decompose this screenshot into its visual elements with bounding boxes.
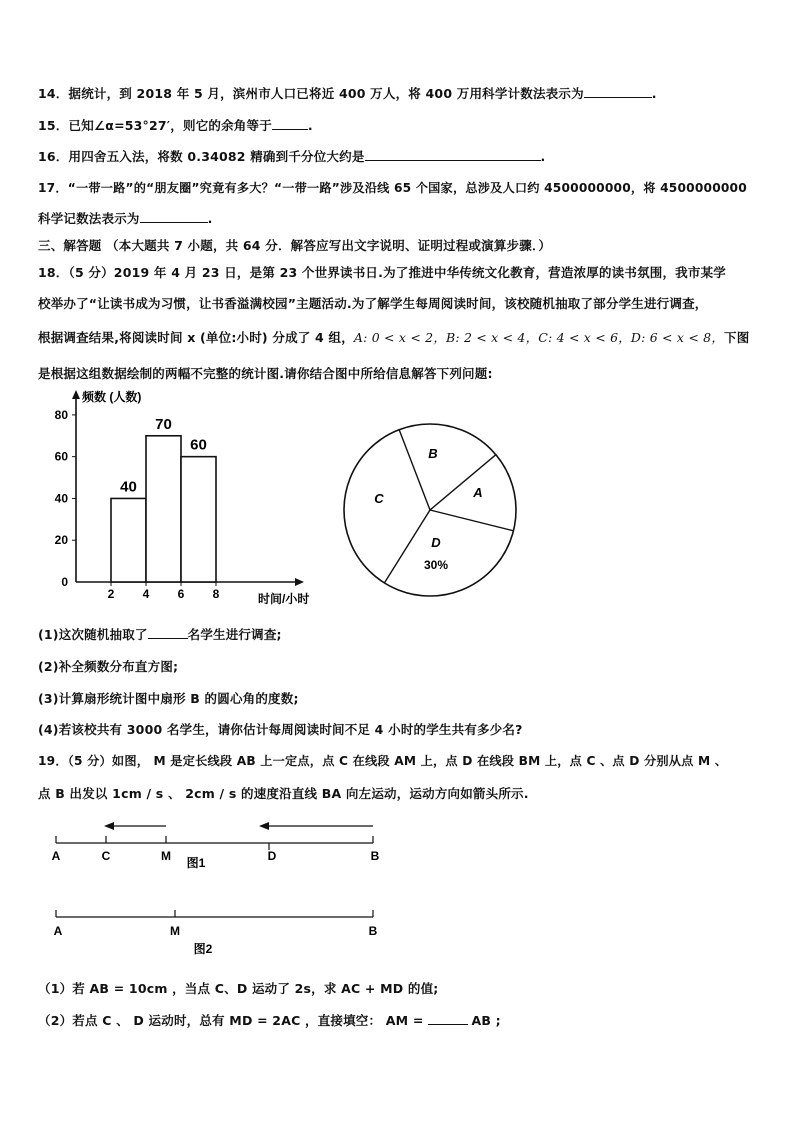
x-tick-label: 8	[212, 587, 220, 601]
fig1-label-c: C	[101, 849, 111, 863]
frequency-histogram	[40, 382, 340, 612]
q16-text: 16．用四舍五入法，将数 0.34082 精确到千分位大约是	[38, 149, 365, 164]
question-15	[38, 116, 313, 134]
fig1-label-b: B	[370, 849, 380, 863]
q17-answer-blank[interactable]	[140, 210, 208, 223]
fig2-label-b: B	[368, 924, 378, 938]
q19-line2: 点 B 出发以 1cm / s 、 2cm / s 的速度沿直线 BA 向左运动，运动方向如箭头所示.	[38, 786, 529, 801]
y-tick-label: 60	[54, 449, 68, 464]
q18-sub1-end: 名学生进行调查;	[187, 627, 282, 642]
figure-2	[40, 900, 400, 960]
q19-sub2	[38, 1011, 501, 1029]
q18-sub3: (3)计算扇形统计图中扇形 B 的圆心角的度数;	[38, 691, 299, 706]
q16-answer-blank[interactable]	[365, 148, 541, 161]
y-tick-label: 40	[54, 491, 68, 506]
q18-sub4: (4)若该校共有 3000 名学生，请你估计每周阅读时间不足 4 小时的学生共有多少名?	[38, 722, 523, 737]
q15-end: .	[307, 118, 313, 133]
q14-answer-blank[interactable]	[584, 85, 652, 98]
y-tick-label: 80	[54, 407, 68, 422]
question-17-line2	[38, 209, 213, 227]
q18-line1: 18．（5 分）2019 年 4 月 23 日，是第 23 个世界读书日.为了推进中华传统文化教育，营造浓厚的读书氛围，我市某学	[38, 265, 726, 280]
histogram-bar	[111, 498, 146, 582]
q15-answer-blank[interactable]	[272, 117, 308, 130]
pie-label-c: C	[374, 491, 384, 506]
question-14	[38, 84, 657, 102]
q18-sub1	[38, 625, 282, 643]
question-16	[38, 147, 546, 165]
x-axis-label: 时间/小时	[258, 592, 310, 606]
q18-sub2: (2)补全频数分布直方图;	[38, 659, 179, 674]
pie-label-d: D	[431, 535, 441, 550]
fig1-label-m: M	[161, 849, 171, 863]
q19-sub2-blank[interactable]	[428, 1012, 468, 1025]
pie-chart	[330, 400, 530, 600]
q17-end: .	[207, 211, 213, 226]
q17-text2: 科学记数法表示为	[38, 211, 140, 226]
q18-line3b: 下图	[724, 330, 750, 345]
section-3-heading: 三、解答题 （本大题共 7 小题，共 64 分．解答应写出文字说明、证明过程或演算步骤．）	[38, 238, 552, 253]
q14-end: .	[651, 86, 657, 101]
fig2-label-a: A	[53, 924, 63, 938]
y-axis-arrow	[72, 390, 80, 399]
y-axis-label: 频数 (人数)	[82, 390, 142, 404]
histogram-bar	[181, 457, 216, 582]
q19-sub2-end: AB ;	[471, 1013, 501, 1028]
bar-value-label: 70	[155, 415, 172, 433]
fig1-label-a: A	[51, 849, 61, 863]
bar-value-label: 40	[120, 478, 137, 496]
q19-line1: 19．（5 分）如图， M 是定长线段 AB 上一定点，点 C 在线段 AM 上，点 D 在线段 BM 上，点 C 、点 D 分别从点 M 、	[38, 754, 728, 768]
x-axis-arrow	[295, 578, 304, 586]
fig2-caption: 图2	[193, 942, 213, 956]
q18-line2: 校举办了“让读书成为习惯，让书香溢满校园”主题活动.为了解学生每周阅读时间，该校随机抽取了部分学生进行调查，	[38, 296, 708, 311]
question-17-line1: 17．“一带一路”的“朋友圈”究竟有多大？“一带一路”涉及沿线 65 个国家，总涉及人口约 4500000000，将 4500000000	[38, 181, 747, 195]
pie-label-b: B	[428, 446, 438, 461]
q18-line3a: 根据调查结果,将阅读时间 x (单位:小时) 分成了 4 组，	[38, 330, 354, 345]
fig1-arrowhead-c	[104, 822, 114, 830]
q18-line3	[38, 328, 749, 346]
x-tick-label: 2	[107, 587, 115, 601]
y-tick-label: 0	[61, 575, 68, 589]
x-tick-label: 6	[177, 587, 185, 601]
fig1-arrowhead-d	[259, 822, 269, 830]
x-tick-label: 4	[142, 587, 150, 601]
q15-text: 15．已知∠α=53°27′，则它的余角等于	[38, 118, 272, 133]
q19-sub2-text: （2）若点 C 、 D 运动时，总有 MD = 2AC ，直接填空： AM =	[38, 1013, 424, 1028]
histogram-bar	[146, 436, 181, 582]
pie-label-d-percent: 30%	[423, 558, 449, 572]
q18-line4: 是根据这组数据绘制的两幅不完整的统计图.请你结合图中所给信息解答下列问题:	[38, 366, 493, 381]
q18-sub1-blank[interactable]	[148, 626, 188, 639]
bar-value-label: 60	[190, 436, 207, 454]
q18-groups: A: 0 < x < 2，B: 2 < x < 4，C: 4 < x < 6，D: 6 < x < 8，	[353, 330, 725, 345]
q14-text: 14．据统计，到 2018 年 5 月，滨州市人口已将近 400 万人，将 400 万用科学计数法表示为	[38, 86, 584, 101]
pie-label-a: A	[473, 485, 483, 500]
fig1-caption: 图1	[186, 856, 206, 870]
q19-sub1: （1）若 AB = 10cm ，当点 C、D 运动了 2s，求 AC + MD 的值;	[38, 981, 439, 996]
y-tick-label: 20	[54, 533, 68, 548]
fig2-label-m: M	[170, 924, 180, 938]
q16-end: .	[540, 149, 546, 164]
fig1-label-d: D	[267, 849, 277, 863]
figure-1	[40, 815, 400, 875]
q18-sub1-text: (1)这次随机抽取了	[38, 627, 148, 642]
